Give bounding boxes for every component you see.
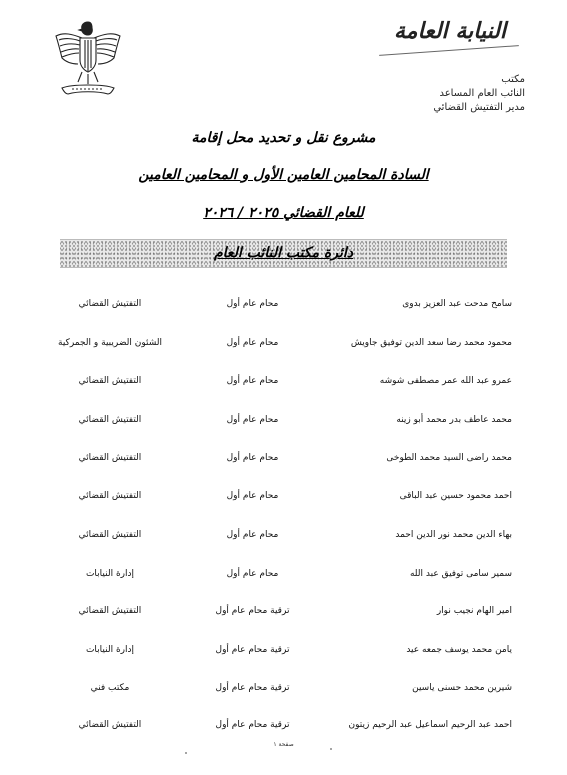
person-rank: محام عام أول (226, 453, 279, 463)
person-department: إدارة النيابات (85, 645, 135, 655)
person-name: بهاء الدين محمد نور الدين احمد (395, 530, 512, 540)
organization-name: النيابة العامة (393, 18, 507, 44)
person-rank: محام عام أول (226, 415, 279, 425)
person-name: يامن محمد يوسف جمعه عيد (406, 645, 512, 655)
office-label: مكتب (501, 74, 525, 85)
person-name: محمد عاطف بدر محمد أبو زينه (396, 415, 512, 425)
person-department: التفتيش القضائي (78, 376, 142, 386)
person-name: محمد راضى السيد محمد الطوخى (386, 453, 512, 463)
eagle-emblem-icon (52, 16, 124, 100)
page-number: صفحة ١ (273, 741, 294, 748)
list-item (0, 720, 567, 738)
document-title: مشروع نقل و تحديد محل إقامة (191, 130, 376, 146)
person-rank: محام عام أول (226, 376, 279, 386)
judicial-year: للعام القضائي ٢٠٢٥ / ٢٠٢٦ (203, 205, 364, 221)
section-banner (60, 239, 507, 268)
list-item (0, 376, 567, 394)
document-subtitle: السادة المحامين العامين الأول و المحامين العامين (138, 167, 429, 183)
list-item (0, 606, 567, 624)
list-item (0, 453, 567, 471)
person-rank: ترقية محام عام أول (215, 645, 290, 655)
assistant-title: النائب العام المساعد (439, 88, 525, 99)
list-item (0, 530, 567, 548)
person-name: سامح مدحت عبد العزيز بدوى (402, 299, 512, 309)
person-department: التفتيش القضائي (78, 606, 142, 616)
person-rank: محام عام أول (226, 569, 279, 579)
list-item (0, 299, 567, 317)
person-name: سمير سامى توفيق عبد الله (409, 569, 512, 579)
person-department: التفتيش القضائي (78, 415, 142, 425)
person-rank: محام عام أول (226, 491, 279, 501)
person-name: احمد عبد الرحيم اسماعيل عبد الرحيم زيتون (348, 720, 512, 730)
person-name: احمد محمود حسين عبد الباقى (399, 491, 512, 501)
person-rank: محام عام أول (226, 338, 279, 348)
list-item (0, 645, 567, 663)
person-department: مكتب فني (90, 683, 130, 693)
person-name: عمرو عبد الله عمر مصطفى شوشه (379, 376, 512, 386)
person-department: إدارة النيابات (85, 569, 135, 579)
person-rank: ترقية محام عام أول (215, 683, 290, 693)
person-department: التفتيش القضائي (78, 453, 142, 463)
person-rank: ترقية محام عام أول (215, 606, 290, 616)
signature-stroke (379, 45, 519, 56)
person-rank: محام عام أول (226, 299, 279, 309)
person-name: شيرين محمد حسنى ياسين (412, 683, 512, 693)
list-item (0, 338, 567, 356)
person-department: التفتيش القضائي (78, 491, 142, 501)
director-title: مدير التفتيش القضائي (433, 102, 525, 113)
person-department: التفتيش القضائي (78, 299, 142, 309)
list-item (0, 491, 567, 509)
list-item (0, 569, 567, 587)
person-department: الشئون الضريبية و الجمركية (58, 338, 162, 348)
list-item (0, 683, 567, 701)
person-department: التفتيش القضائي (78, 530, 142, 540)
scan-speck (185, 752, 187, 754)
person-rank: ترقية محام عام أول (215, 720, 290, 730)
person-rank: محام عام أول (226, 530, 279, 540)
list-item (0, 415, 567, 433)
person-name: محمود محمد رضا سعد الدين توفيق جاويش (350, 338, 512, 348)
person-name: امير الهام نجيب نوار (436, 606, 512, 616)
person-department: التفتيش القضائي (78, 720, 142, 730)
section-title: دائرة مكتب النائب العام (213, 245, 354, 261)
scan-speck (330, 748, 332, 750)
